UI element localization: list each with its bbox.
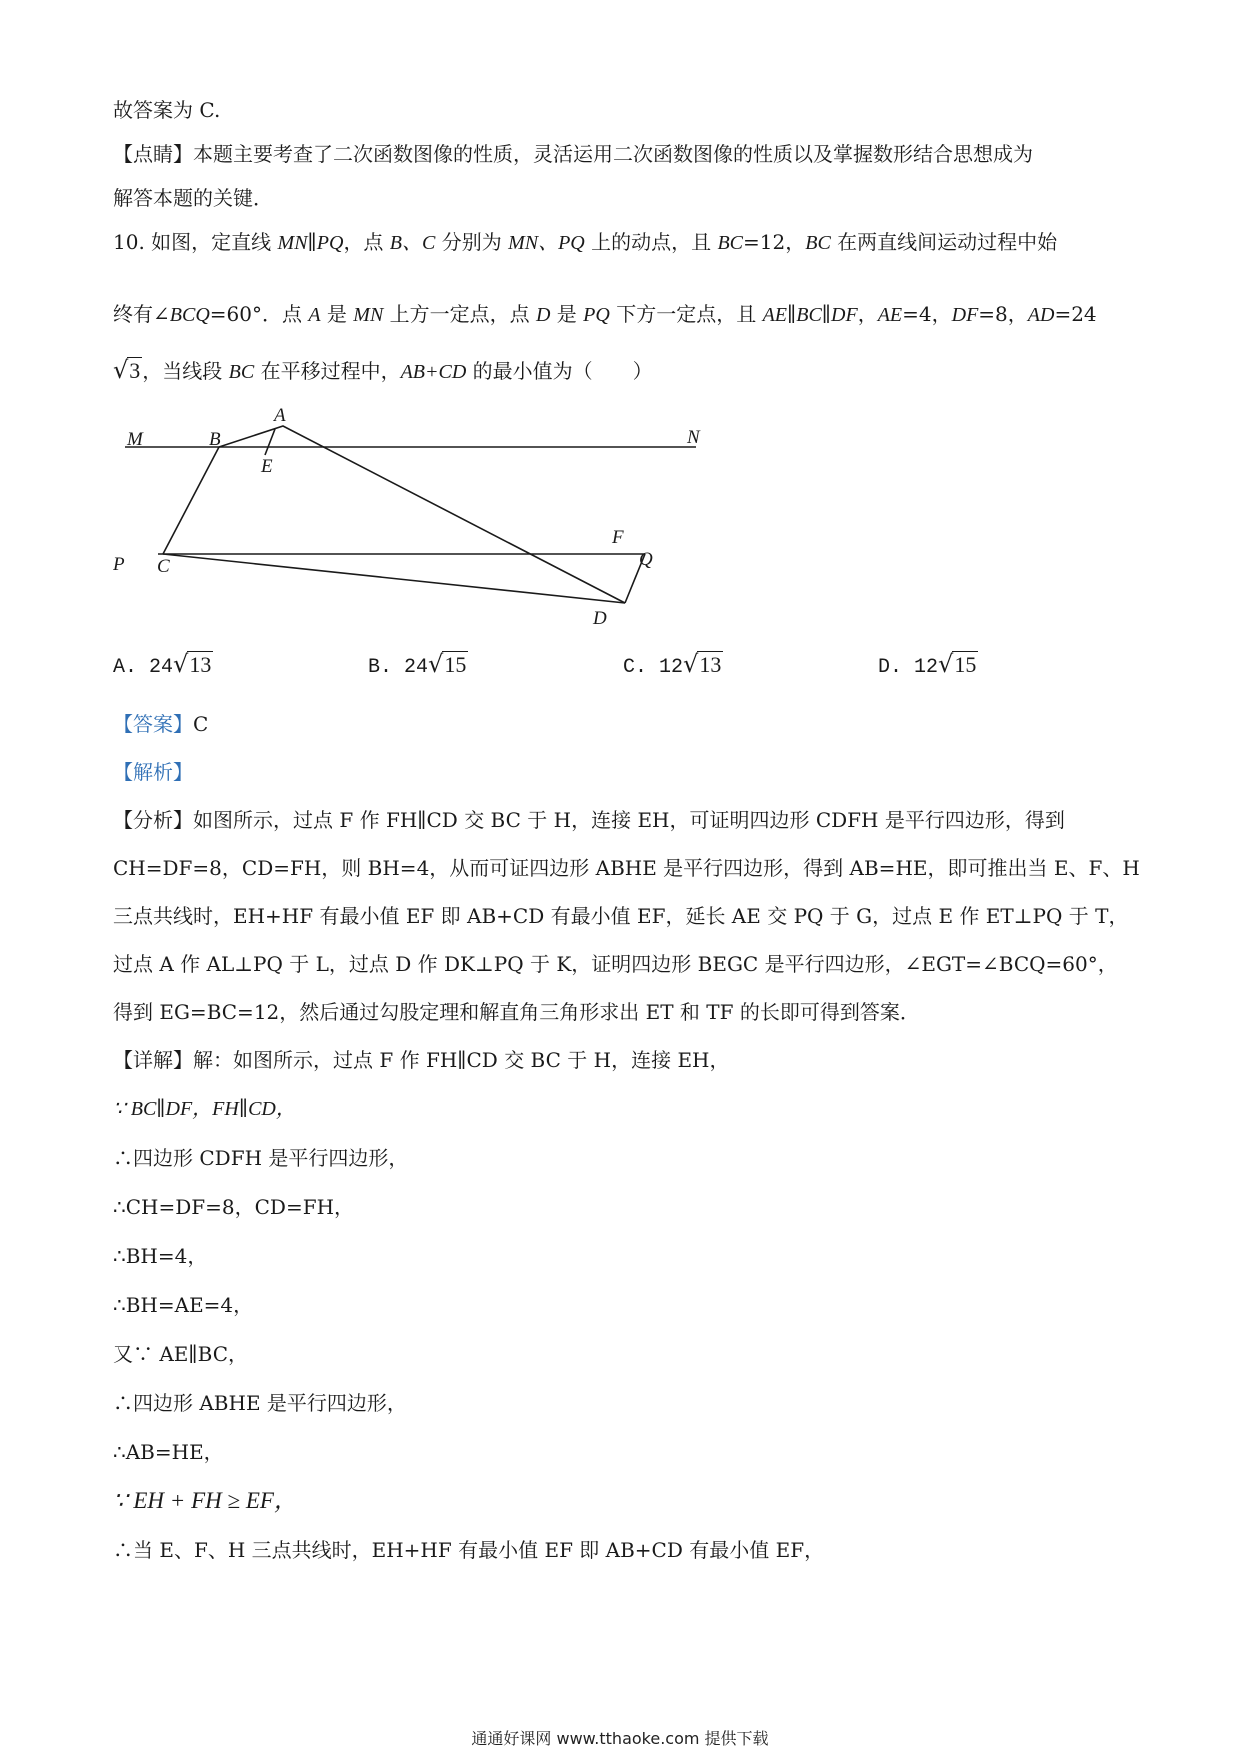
q-math: BCQ [169,304,210,326]
option-d[interactable] [878,650,978,679]
q-text: 是 [550,302,584,326]
conclusion-line: 故答案为 C. [113,98,221,122]
comment-line-2: 解答本题的关键． [113,186,273,210]
option-letter: C. [623,656,648,679]
detail-line-8: ∴四边形 ABHE 是平行四边形， [113,1391,407,1415]
answer-line [113,710,1133,738]
q-math: MN [353,304,384,326]
option-coef: 12 [659,656,684,679]
radical-sign: √ [938,650,954,678]
geometry-figure [113,398,733,630]
q-text: =4， [902,302,952,326]
q-text: =12， [743,230,806,254]
label-p: P [113,554,125,575]
option-c[interactable] [623,650,723,679]
label-m: M [127,429,143,450]
detail-line-3: ∴四边形 CDFH 是平行四边形， [113,1146,409,1170]
q-text: 是 [320,302,354,326]
option-letter: B. [368,656,393,679]
label-q: Q [639,549,653,570]
answer-tag: 【答案】 [113,712,193,736]
analysis-line-3: 三点共线时，EH+HF 有最小值 EF 即 AB+CD 有最小值 EF，延长 AE 交 PQ 于 G，过点 E 作 ET⊥PQ 于 T， [113,904,1129,928]
analysis-text: 如图所示，过点 F 作 FH∥CD 交 BC 于 H，连接 EH，可证明四边形 CDFH 是平行四边形，得到 [193,808,1065,832]
segment-ae [265,429,275,455]
q-math: DF [951,304,979,326]
detail-line-7: 又∵ AE∥BC， [113,1342,249,1366]
comment-line-1 [113,140,1133,168]
q-text: 10. 如图，定直线 [113,230,278,254]
answer-options [113,650,1133,686]
radicand: 13 [189,652,212,677]
radicand: 13 [699,652,722,677]
q-text: =8， [978,302,1028,326]
option-letter: A. [113,656,138,679]
label-d: D [593,608,607,629]
segment-bc [163,447,219,554]
label-n: N [687,427,700,448]
question-line-3 [113,356,1133,386]
analysis-header: 【解析】 [113,760,193,784]
q-math: B、C [389,232,436,254]
analysis-line-5: 得到 EG=BC=12，然后通过勾股定理和解直角三角形求出 ET 和 TF 的长即可得到答案． [113,1000,920,1024]
label-c: C [157,556,170,577]
radicand: 15 [954,652,977,677]
q-text: ，点 [343,230,390,254]
radical-sign: √ [683,650,699,678]
q-text: 分别为 [435,230,509,254]
option-coef: 12 [914,656,939,679]
analysis-line-4: 过点 A 作 AL⊥PQ 于 L，过点 D 作 DK⊥PQ 于 K，证明四边形 BEGC 是平行四边形，∠EGT=∠BCQ=60°， [113,952,1118,976]
analysis-tag: 【分析】 [113,808,193,832]
option-letter: D. [878,656,903,679]
q-text: 的最小值为（ ） [466,359,653,383]
radical-sign: √ [428,650,444,678]
detail-line-10: ∵ EH + FH ≥ EF， [113,1488,297,1513]
option-coef: 24 [149,656,174,679]
q-text: 在两直线间运动过程中始 [830,230,1058,254]
comment-tag: 【点睛】 [113,142,193,166]
label-f: F [612,527,624,548]
detail-line-1 [113,1046,1133,1074]
q-text: 终有∠ [113,302,170,326]
radical-sign: √ [113,356,129,384]
option-coef: 24 [404,656,429,679]
answer-value: C [193,712,209,736]
detail-line-4: ∴CH=DF=8，CD=FH， [113,1195,355,1219]
q-text: =60°．点 [209,302,309,326]
q-math: AB+CD [400,361,467,383]
label-b: B [209,429,221,450]
q-math: AE∥BC∥DF [762,304,858,326]
q-math: AE [877,304,903,326]
q-math: D [536,304,551,326]
q-math: BC [717,232,744,254]
q-text: 上方一定点，点 [383,302,536,326]
radicand: 15 [444,652,467,677]
q-text: ， [857,302,878,326]
label-a: A [274,405,286,426]
question-line-2 [113,300,1133,329]
q-text: ，当线段 [142,359,229,383]
radicand: 3 [129,358,141,383]
detail-line-2: ∵ BC∥DF，FH∥CD， [113,1098,296,1120]
detail-line-9: ∴AB=HE， [113,1440,224,1464]
question-line-1 [113,228,1133,257]
q-math: PQ [583,304,610,326]
q-text: 上的动点，且 [584,230,718,254]
q-text: 下方一定点，且 [609,302,763,326]
q-math: A [308,304,321,326]
detail-line-6: ∴BH=AE=4， [113,1293,254,1317]
option-a[interactable] [113,650,213,679]
q-math: MN、PQ [508,232,585,254]
radical-sign: √ [173,650,189,678]
label-e: E [261,456,273,477]
detail-text: 解：如图所示，过点 F 作 FH∥CD 交 BC 于 H，连接 EH， [193,1048,730,1072]
page-footer: 通通好课网 www.tthaoke.com 提供下载 [471,1729,769,1748]
analysis-line-2: CH=DF=8，CD=FH，则 BH=4，从而可证四边形 ABHE 是平行四边形，得到 AB=HE，即可推出当 E、F、H [113,856,1140,880]
detail-line-5: ∴BH=4， [113,1244,208,1268]
detail-line-11: ∴当 E、F、H 三点共线时，EH+HF 有最小值 EF 即 AB+CD 有最小值 EF， [113,1538,825,1562]
q-math: BC [228,361,255,383]
q-text: =24 [1054,302,1097,326]
detail-tag: 【详解】 [113,1048,193,1072]
comment-text: 本题主要考查了二次函数图像的性质，灵活运用二次函数图像的性质以及掌握数形结合思想成为 [193,142,1033,166]
segment-cd [163,554,625,603]
option-b[interactable] [368,650,468,679]
q-math: MN∥PQ [277,232,344,254]
q-text: 在平移过程中， [254,359,401,383]
segments-ba-ad [219,426,625,603]
q-math: AD [1027,304,1055,326]
analysis-line-1 [113,806,1133,834]
q-math: BC [805,232,831,254]
